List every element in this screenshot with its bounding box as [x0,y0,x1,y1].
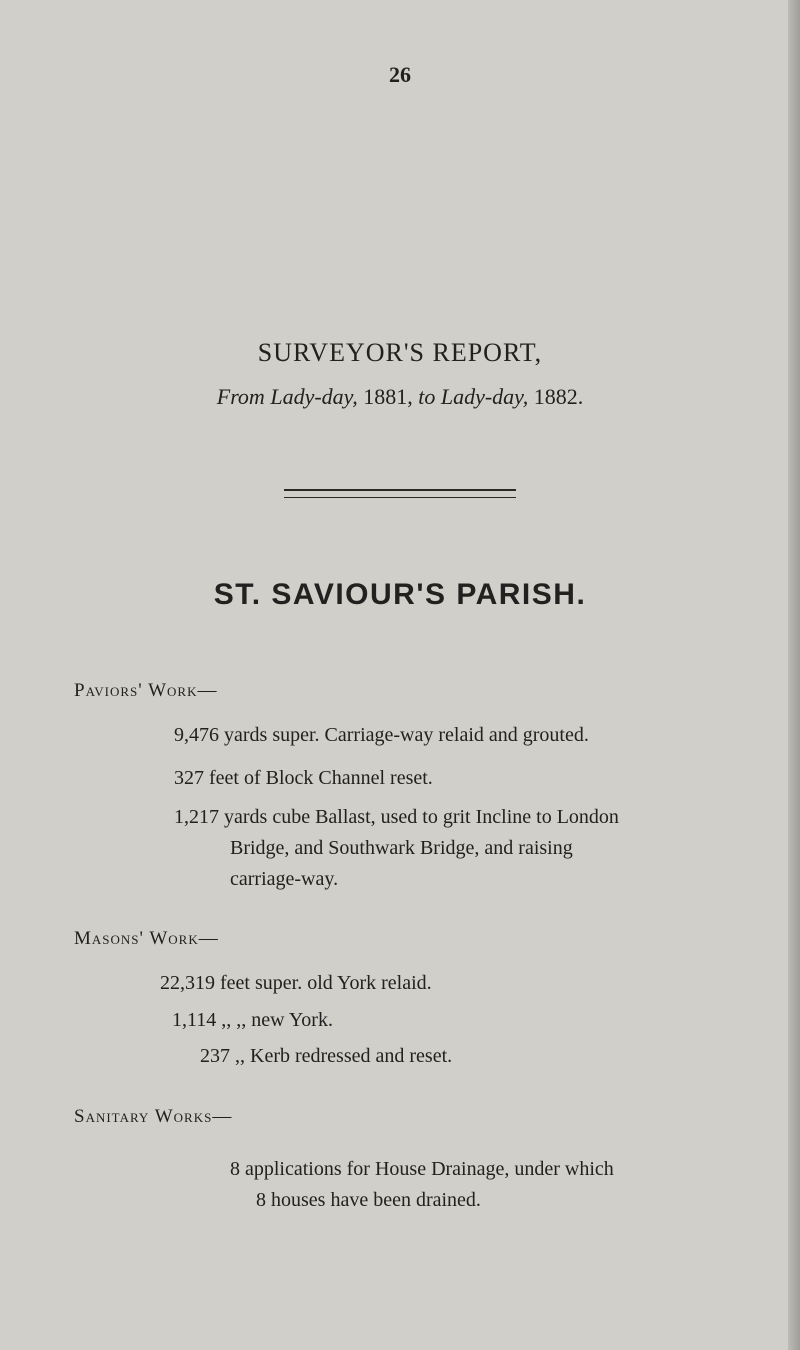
period-start-day: Lady-day, [270,384,358,409]
list-item: 8 applications for House Drainage, under which [230,1158,614,1180]
page-edge [788,0,800,1350]
period-end-day: Lady-day, [440,384,529,409]
report-title: SURVEYOR'S REPORT, [257,338,543,367]
period-start-year: 1881, [363,384,413,409]
period-end-year: 1882. [533,384,584,409]
section-heading-masons: Masons' Work— [74,928,219,949]
list-item-continued: 8 houses have been drained. [256,1189,481,1211]
list-item: 1,114 ,, ,, new York. [172,1009,333,1031]
list-item: 237 ,, Kerb redressed and reset. [200,1045,453,1067]
list-item-continued: carriage-way. [230,868,339,890]
list-item: 327 feet of Block Channel reset. [174,767,433,789]
section-heading-paviors: Paviors' Work— [74,680,218,701]
double-rule-divider [284,489,516,498]
parish-heading: ST. SAVIOUR'S PARISH. [213,578,587,611]
period-from: From [216,384,265,409]
report-period [0,384,800,410]
section-heading-sanitary: Sanitary Works— [74,1106,233,1127]
list-item-continued: Bridge, and Southwark Bridge, and raising [230,837,573,859]
period-to: to [418,384,436,409]
list-item: 1,217 yards cube Ballast, used to grit Incline to London [174,806,619,828]
list-item: 9,476 yards super. Carriage-way relaid and grouted. [174,724,589,746]
page-number: 26 [389,62,411,87]
list-item: 22,319 feet super. old York relaid. [160,972,432,994]
